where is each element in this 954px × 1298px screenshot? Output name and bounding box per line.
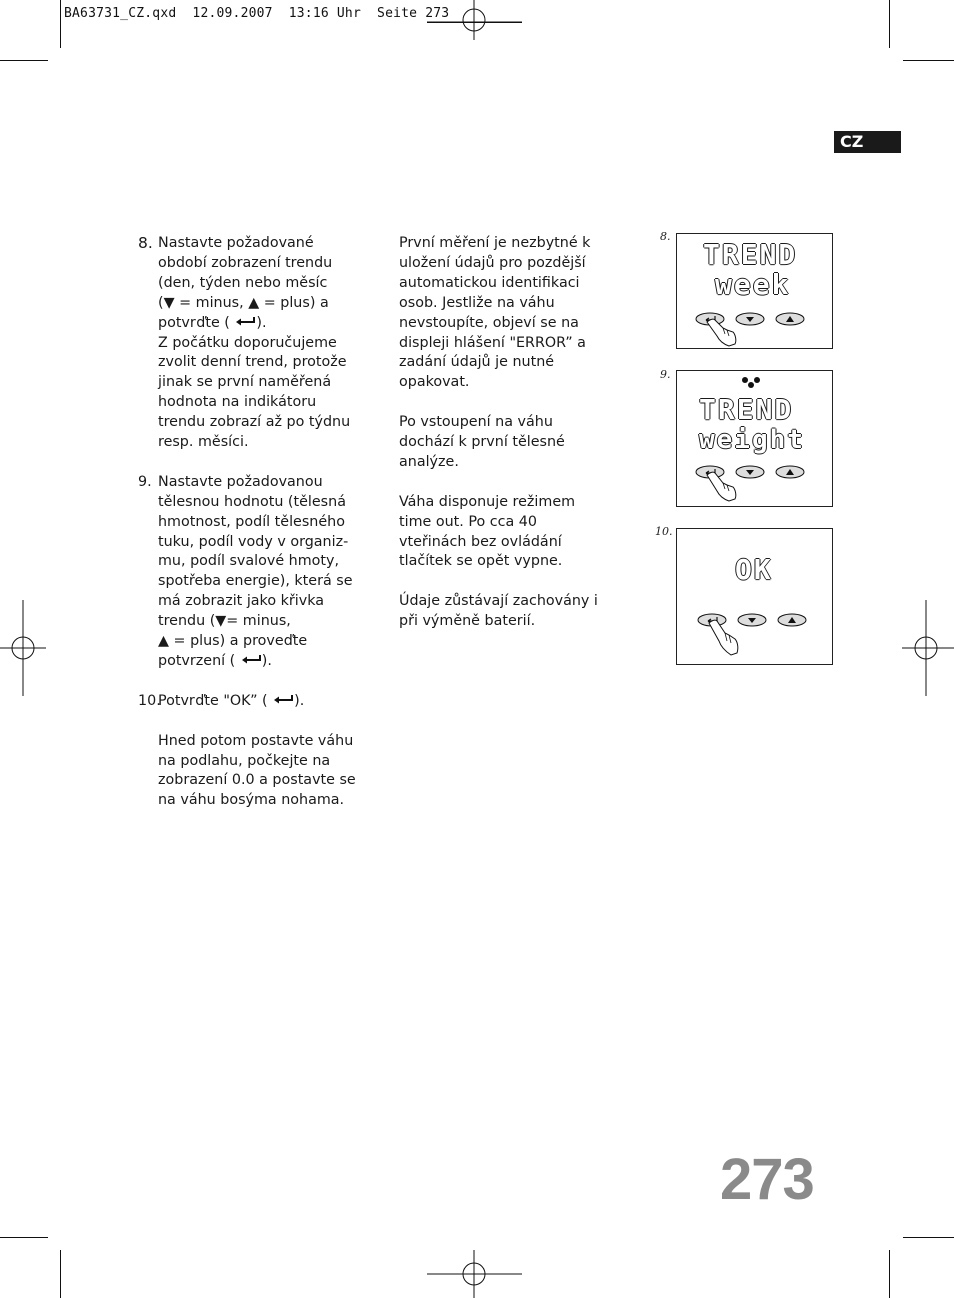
display-figure-10 <box>676 528 833 665</box>
step-number: 8. <box>138 234 153 252</box>
down-arrow-button-icon <box>736 313 764 325</box>
crop-mark <box>60 0 61 48</box>
text-line: zvolit denní trend, protože <box>158 354 347 371</box>
lcd-line-1: OK <box>735 553 773 586</box>
text-line: tělesnou hodnotu (tělesná <box>158 493 346 510</box>
text-line: Hned potom postavte váhu <box>158 732 354 749</box>
button-row <box>695 611 825 661</box>
notes-column <box>399 234 604 652</box>
text-line: zobrazení 0.0 a postavte se <box>158 772 356 789</box>
text-line: Nastavte požadovanou <box>158 473 323 490</box>
text-line: tlačítek se opět vypne. <box>399 553 563 570</box>
display-figure-8 <box>676 233 833 349</box>
text-line <box>158 652 368 672</box>
text-fragment: ). <box>256 314 267 331</box>
lcd-line-1: TREND <box>699 393 794 426</box>
text-line: analýze. <box>399 453 459 470</box>
text-fragment: ). <box>294 692 305 709</box>
registration-mark-icon <box>0 600 48 696</box>
text-line: mu, podíl svalové hmoty, <box>158 553 340 570</box>
figure-label: 9. <box>660 368 671 381</box>
paragraph <box>399 413 604 473</box>
registration-mark-icon <box>427 0 523 40</box>
text-line <box>158 314 368 334</box>
text-line: jinak se první naměřená <box>158 374 332 391</box>
text-line: Z počátku doporučujeme <box>158 334 337 351</box>
text-line: má zobrazit jako křivka <box>158 593 324 610</box>
down-arrow-button-icon <box>738 614 766 626</box>
enter-key-icon <box>272 694 294 704</box>
text-line: time out. Po cca 40 <box>399 513 537 530</box>
step-10 <box>138 692 368 811</box>
registration-mark-icon <box>902 600 954 696</box>
text-line: uložení údajů pro pozdější <box>399 254 586 271</box>
text-line: ▲ = plus) a proveďte <box>158 633 308 650</box>
crop-mark <box>60 1250 61 1298</box>
pointing-hand-icon <box>709 620 738 655</box>
figure-label: 8. <box>660 230 671 243</box>
pointing-hand-icon <box>707 319 736 346</box>
text-line: hodnota na indikátoru <box>158 394 317 411</box>
file-slug: BA63731_CZ.qxd 12.09.2007 13:16 Uhr Seite 273 <box>64 6 450 21</box>
step-number: 10. <box>138 692 161 709</box>
text-line: nevstoupíte, objeví se na <box>399 314 579 331</box>
down-arrow-button-icon <box>736 466 764 478</box>
text-fragment: Potvrďte "OK” ( <box>158 692 273 709</box>
button-row <box>693 463 823 505</box>
registration-mark-icon <box>427 1250 523 1298</box>
text-line <box>158 692 368 712</box>
enter-key-icon <box>234 316 256 326</box>
text-line: tuku, podíl vody v organiz- <box>158 533 349 550</box>
button-row <box>693 310 823 348</box>
figure-label: 10. <box>655 525 673 538</box>
text-line: displeji hlášení "ERROR” a <box>399 334 586 351</box>
up-arrow-button-icon <box>776 466 804 478</box>
text-line: hmotnost, podíl tělesného <box>158 513 345 530</box>
lcd-line-2: week <box>715 268 791 301</box>
text-line: Po vstoupení na váhu <box>399 414 553 431</box>
crop-mark <box>903 60 954 61</box>
up-arrow-button-icon <box>778 614 806 626</box>
lcd-line-1: TREND <box>703 238 798 271</box>
crop-mark <box>0 1237 48 1238</box>
text-line: resp. měsíci. <box>158 434 249 451</box>
paragraph <box>399 592 604 632</box>
text-fragment: potvrzení ( <box>158 653 240 670</box>
text-line: opakovat. <box>399 374 470 391</box>
text-line: spotřeba energie), která se <box>158 573 353 590</box>
text-line: Nastavte požadované <box>158 235 314 251</box>
paragraph <box>399 493 604 573</box>
text-line: období zobrazení trendu <box>158 254 333 271</box>
instructions-column <box>138 234 368 831</box>
person-icon <box>739 376 763 388</box>
up-arrow-button-icon <box>776 313 804 325</box>
pointing-hand-icon <box>707 472 736 501</box>
paragraph <box>399 234 604 393</box>
text-line: Váha disponuje režimem <box>399 493 576 510</box>
text-line: na váhu bosýma nohama. <box>158 792 345 809</box>
enter-key-icon <box>240 654 262 664</box>
text-line: Údaje zůstávají zachovány i <box>399 593 598 610</box>
crop-mark <box>0 60 48 61</box>
step-9 <box>138 473 368 672</box>
text-line: trendu (▼= minus, <box>158 613 291 630</box>
step-number: 9. <box>138 473 152 490</box>
language-tab: CZ <box>834 131 901 153</box>
crop-mark <box>889 0 890 48</box>
text-line: (▼ = minus, ▲ = plus) a <box>158 294 329 311</box>
text-line: trendu zobrazí až po týdnu <box>158 414 351 431</box>
text-line: vteřinách bez ovládání <box>399 533 562 550</box>
text-line: První měření je nezbytné k <box>399 235 591 251</box>
text-fragment: potvrďte ( <box>158 314 235 331</box>
text-line: zadání údajů je nutné <box>399 354 555 371</box>
step-8 <box>138 234 368 453</box>
text-line: při výměně baterií. <box>399 613 536 630</box>
text-fragment: ). <box>261 653 272 670</box>
crop-mark <box>889 1250 890 1298</box>
page-number: 273 <box>720 1147 814 1212</box>
crop-mark <box>903 1237 954 1238</box>
text-line: dochází k první tělesné <box>399 434 565 451</box>
text-line: (den, týden nebo měsíc <box>158 274 328 291</box>
text-line: na podlahu, počkejte na <box>158 752 331 769</box>
lcd-line-2: weight <box>699 425 805 455</box>
display-figure-9 <box>676 370 833 507</box>
text-line: automatickou identifikaci <box>399 274 580 291</box>
text-line: osob. Jestliže na váhu <box>399 294 555 311</box>
